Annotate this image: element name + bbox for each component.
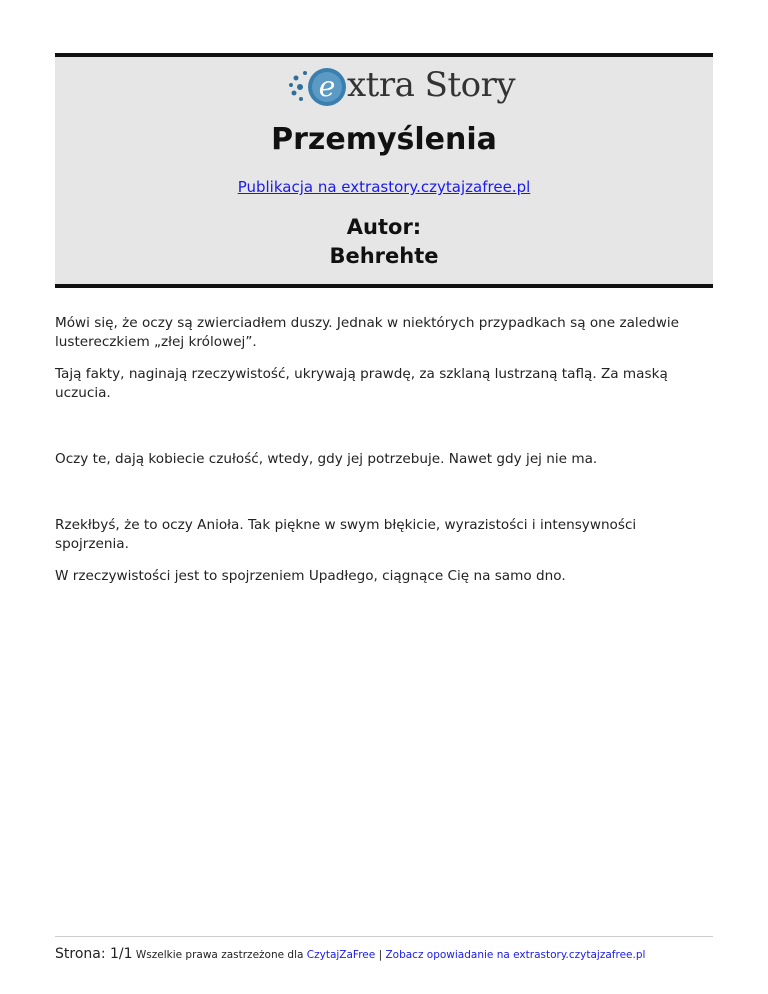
paragraph-3: Oczy te, dają kobiecie czułość, wtedy, gdy jej potrzebuje. Nawet gdy jej nie ma.: [55, 451, 598, 467]
author-name: Behrehte: [329, 244, 439, 268]
footer-divider: [55, 936, 713, 937]
paragraph-2: Tają fakty, naginają rzeczywistość, ukrywają prawdę, za szklaną lustrzaną taflą. Za maską uczucia.: [55, 366, 668, 401]
page-number: Strona: 1/1: [55, 946, 133, 962]
document-header: [55, 53, 713, 288]
paragraph-1: Mówi się, że oczy są zwierciadłem duszy. Jednak w niektórych przypadkach są one zaledwie lustereczkiem „złej królowej”.: [55, 315, 679, 350]
rights-text: Wszelkie prawa zastrzeżone dla: [135, 949, 304, 961]
story-content: [55, 314, 705, 586]
extra-story-logo: [285, 63, 516, 111]
page-footer: [55, 946, 715, 962]
view-story-link[interactable]: Zobacz opowiadanie na extrastory.czytajzafree.pl: [385, 949, 646, 961]
story-title: Przemyślenia: [271, 122, 497, 157]
logo-text: xtra Story: [347, 65, 516, 105]
publication-link[interactable]: Publikacja na extrastory.czytajzafree.pl: [237, 178, 531, 196]
paragraph-4: Rzekłbyś, że to oczy Anioła. Tak piękne w swym błękicie, wyrazistości i intensywności spojrzenia.: [55, 517, 637, 552]
author-label: Autor:: [346, 215, 422, 239]
paragraph-5: W rzeczywistości jest to spojrzeniem Upadłego, ciągnące Cię na samo dno.: [55, 568, 566, 584]
logo-emblem-icon: [285, 63, 355, 111]
footer-separator: |: [378, 949, 383, 961]
svg-text:e: e: [318, 70, 336, 103]
czytajzafree-link[interactable]: CzytajZaFree: [306, 949, 376, 961]
